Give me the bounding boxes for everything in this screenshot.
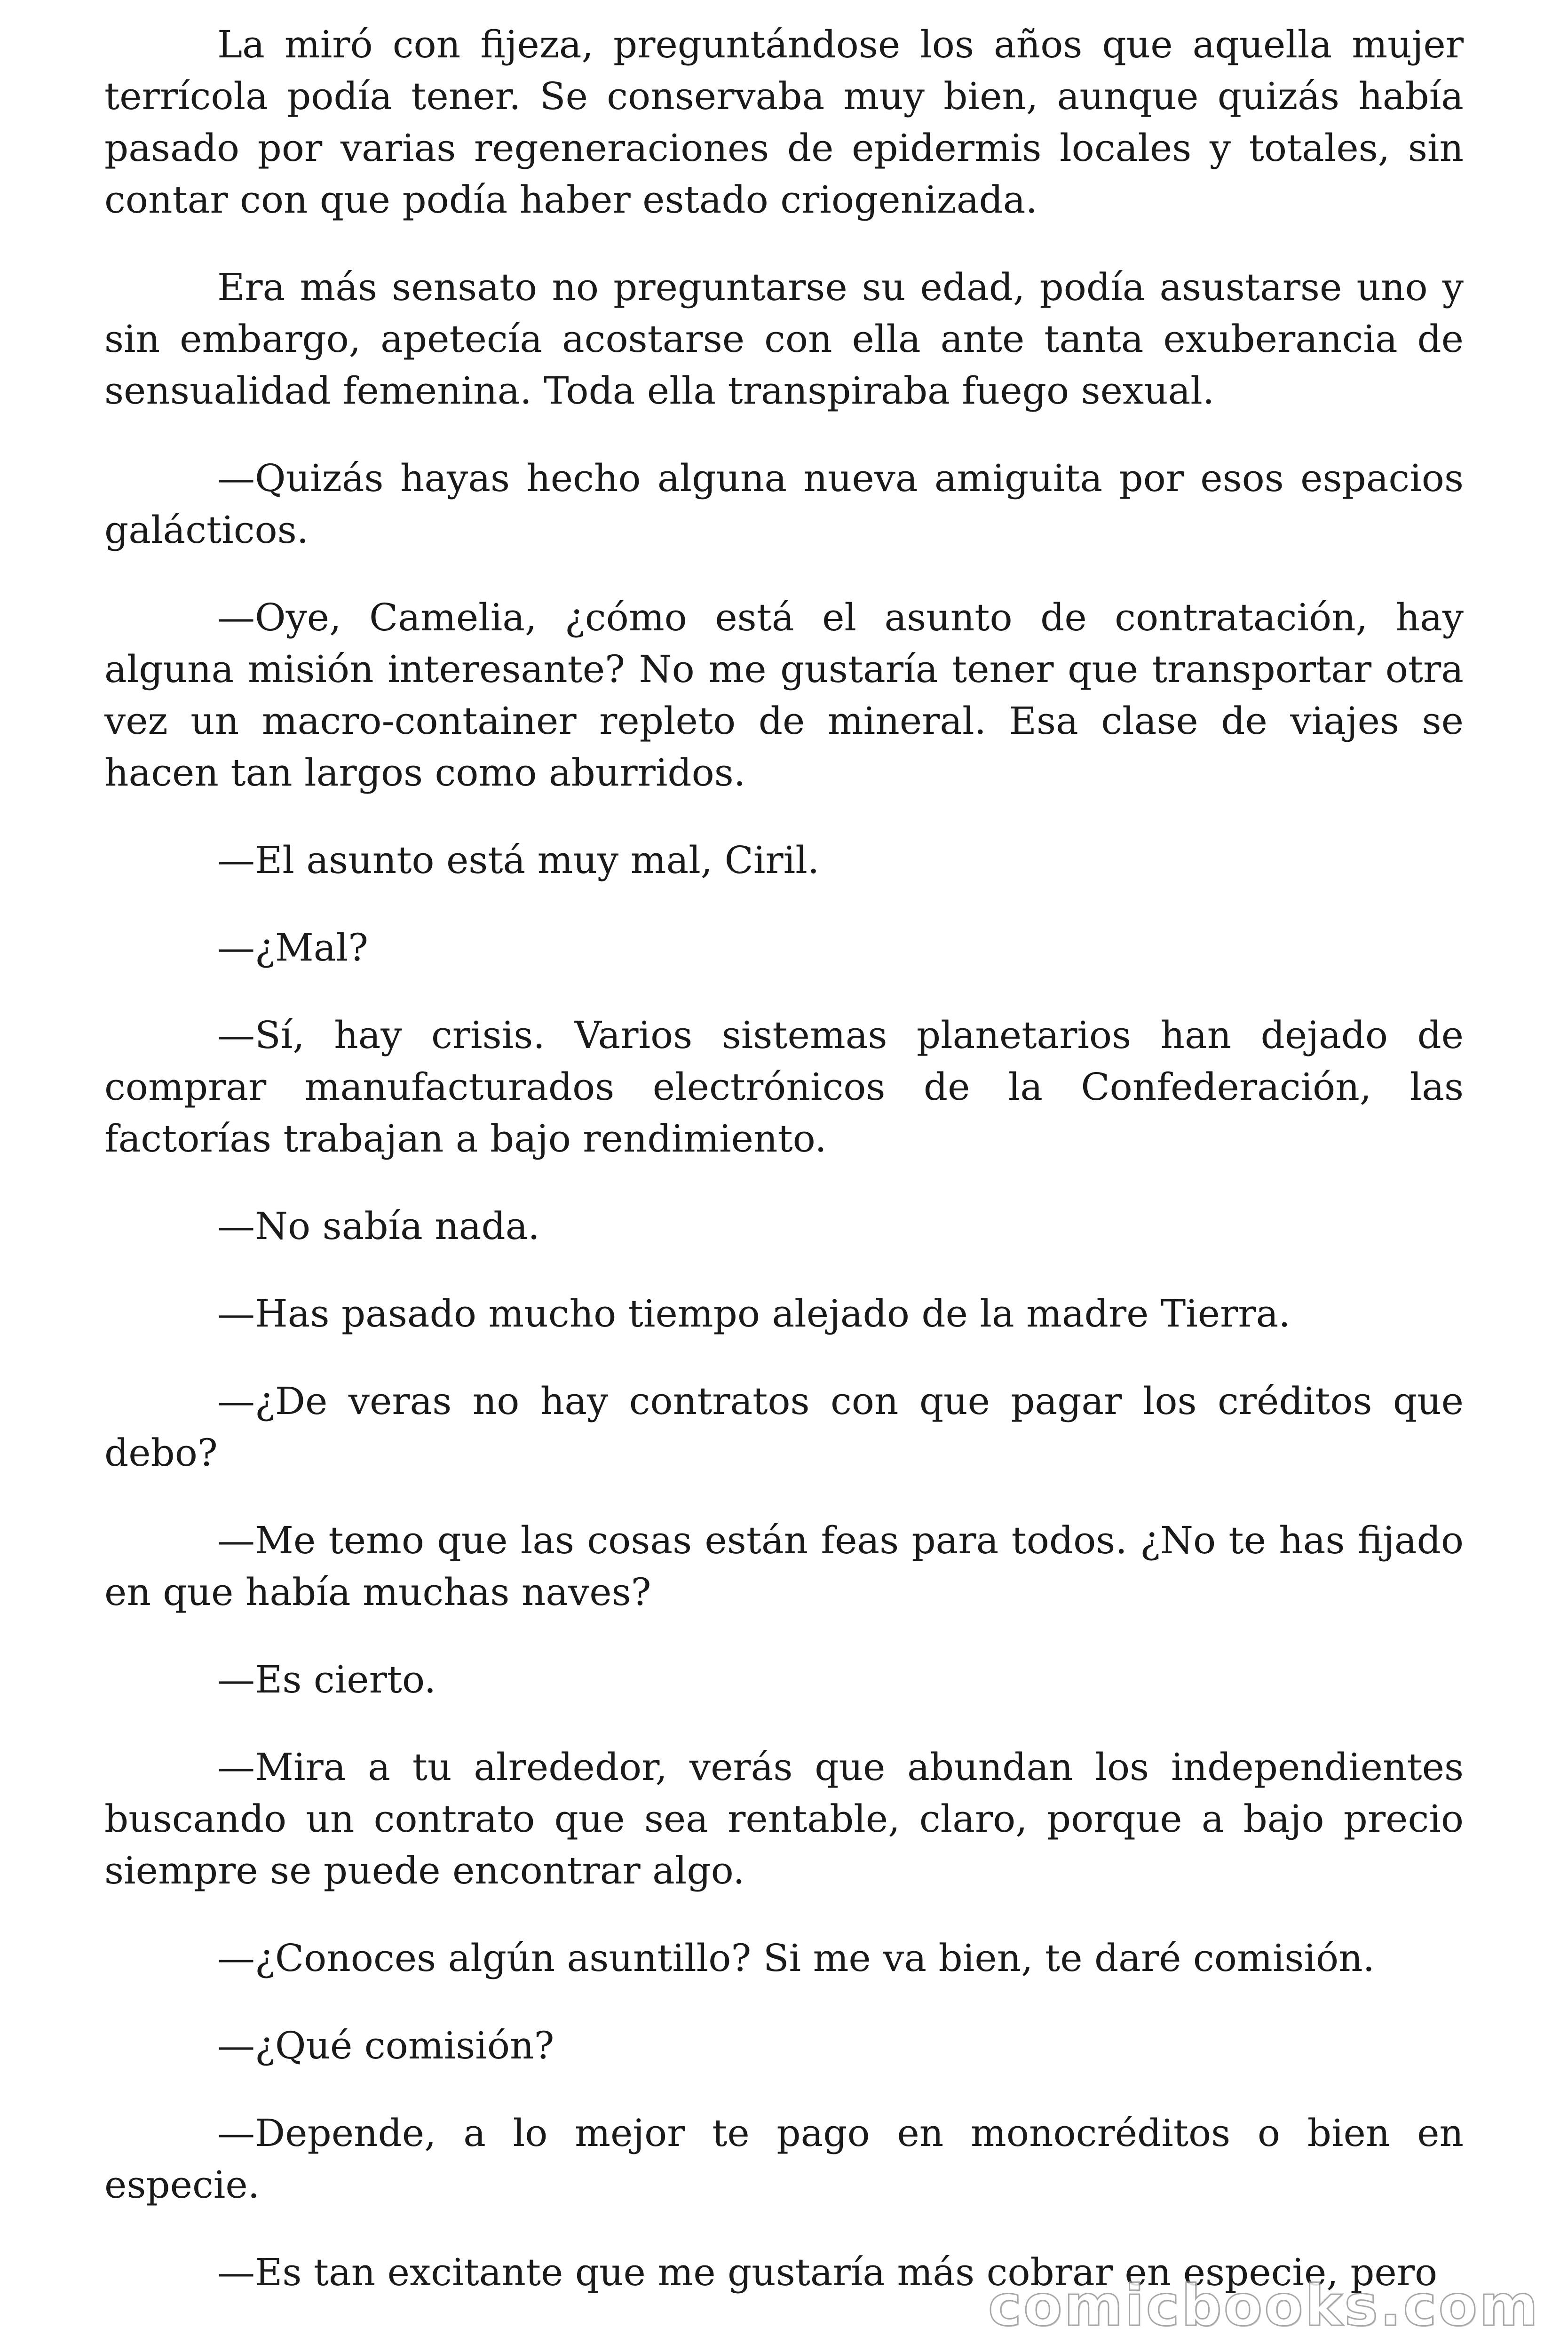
dialogue-line: —¿Conoces algún asuntillo? Si me va bien, te daré comisión. xyxy=(217,1936,1375,1980)
dialogue-line: —El asunto está muy mal, Ciril. xyxy=(217,838,820,882)
dialogue-line: —Me temo que las cosas están feas para todos. ¿No te has fijado en que había muchas naves? xyxy=(104,1518,1464,1614)
watermark: comicbooks.com xyxy=(988,2273,1540,2339)
dialogue-line: —¿Mal? xyxy=(217,926,368,969)
dialogue-line: —¿De veras no hay contratos con que pagar los créditos que debo? xyxy=(104,1379,1464,1475)
dialogue-line: —Es tan excitante que me gustaría más cobrar en especie, pero xyxy=(217,2250,1438,2294)
dialogue-line: —No sabía nada. xyxy=(217,1204,540,1248)
book-page xyxy=(104,19,1464,2334)
dialogue-line: —Sí, hay crisis. Varios sistemas planetarios han dejado de comprar manufacturados electrónicos de la Confederación, las factorías trabajan a bajo rendimiento. xyxy=(104,1013,1464,1160)
dialogue-line: —Mira a tu alrededor, verás que abundan los independientes buscando un contrato que sea rentable, claro, porque a bajo precio siempre se puede encontrar algo. xyxy=(104,1745,1464,1892)
paragraph: La miró con fijeza, preguntándose los años que aquella mujer terrícola podía tener. Se conservaba muy bien, aunque quizás había pasado por varias regeneraciones de epidermis locales y totales, sin contar con que podía haber estado criogenizada. xyxy=(104,23,1464,222)
dialogue-line: —Oye, Camelia, ¿cómo está el asunto de contratación, hay alguna misión interesante? No me gustaría tener que transportar otra vez un macro-container repleto de mineral. Esa clase de viajes se hacen tan largos como aburridos. xyxy=(104,596,1464,795)
dialogue-line: —Es cierto. xyxy=(217,1658,436,1701)
dialogue-line: —Depende, a lo mejor te pago en monocréditos o bien en especie. xyxy=(104,2111,1464,2207)
dialogue-line: —Quizás hayas hecho alguna nueva amiguita por esos espacios galácticos. xyxy=(104,456,1464,552)
dialogue-line: —Has pasado mucho tiempo alejado de la madre Tierra. xyxy=(217,1292,1291,1335)
dialogue-line: —¿Qué comisión? xyxy=(217,2024,554,2067)
paragraph: Era más sensato no preguntarse su edad, podía asustarse uno y sin embargo, apetecía acostarse con ella ante tanta exuberancia de sensualidad femenina. Toda ella transpiraba fuego sexual. xyxy=(104,265,1464,413)
